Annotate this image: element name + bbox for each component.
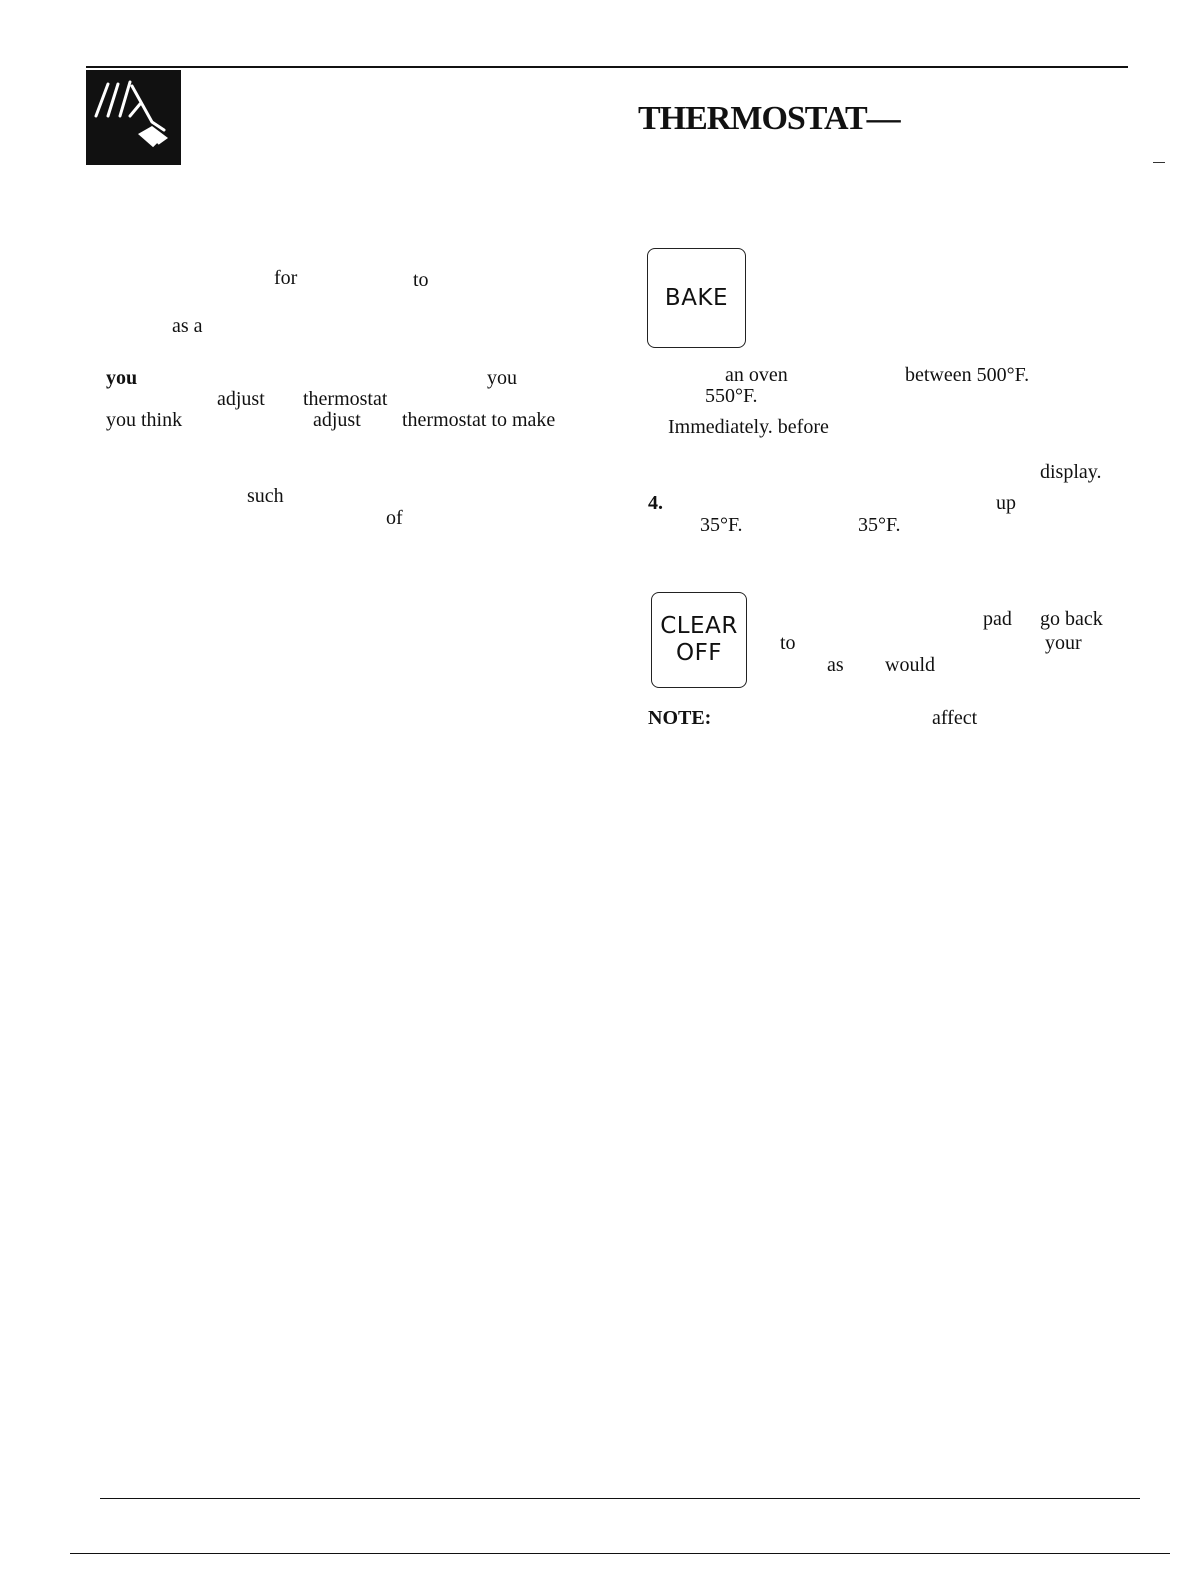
text-fragment: as a — [172, 315, 203, 337]
text-fragment: an oven — [725, 364, 788, 386]
text-fragment: between 500°F. — [905, 364, 1030, 386]
clear-key-label: CLEAR — [660, 613, 738, 639]
text-fragment: as — [827, 654, 844, 676]
footer-rule-upper — [100, 1498, 1140, 1499]
text-fragment: your — [1045, 632, 1082, 654]
text-fragment: 35°F. — [858, 514, 901, 536]
text-fragment: adjust — [217, 388, 265, 410]
hand-pressing-pad-logo — [86, 70, 181, 165]
note-label: NOTE: — [648, 707, 712, 729]
text-fragment: you — [487, 367, 517, 389]
header-rule — [86, 66, 1128, 68]
text-fragment: adjust — [313, 409, 361, 431]
bake-key[interactable] — [647, 248, 746, 348]
text-fragment: 35°F. — [700, 514, 743, 536]
text-fragment: to — [413, 269, 429, 291]
margin-mark — [1153, 162, 1165, 163]
text-fragment: pad — [983, 608, 1012, 630]
text-fragment: of — [386, 507, 403, 529]
text-fragment: display. — [1040, 461, 1102, 483]
text-fragment: up — [996, 492, 1016, 514]
text-fragment: you — [106, 367, 138, 389]
text-fragment: 550°F. — [705, 385, 758, 407]
footer-rule-lower — [70, 1553, 1170, 1554]
text-fragment: affect — [932, 707, 978, 729]
text-fragment: go back — [1040, 608, 1103, 630]
step-number: 4. — [648, 492, 663, 514]
off-key-label: OFF — [675, 640, 723, 666]
clear-off-key[interactable] — [651, 592, 747, 688]
text-fragment: Immediately. before — [668, 416, 829, 438]
text-fragment: thermostat — [303, 388, 388, 410]
bake-key-label: BAKE — [664, 284, 729, 311]
text-fragment: would — [885, 654, 935, 676]
text-fragment: for — [274, 267, 298, 289]
text-fragment: you think — [106, 409, 183, 431]
text-fragment: thermostat to make — [402, 409, 556, 431]
text-fragment: to — [780, 632, 796, 654]
hand-icon — [86, 70, 181, 165]
text-fragment: such — [247, 485, 284, 507]
page-title: THERMOSTAT— — [638, 100, 900, 137]
